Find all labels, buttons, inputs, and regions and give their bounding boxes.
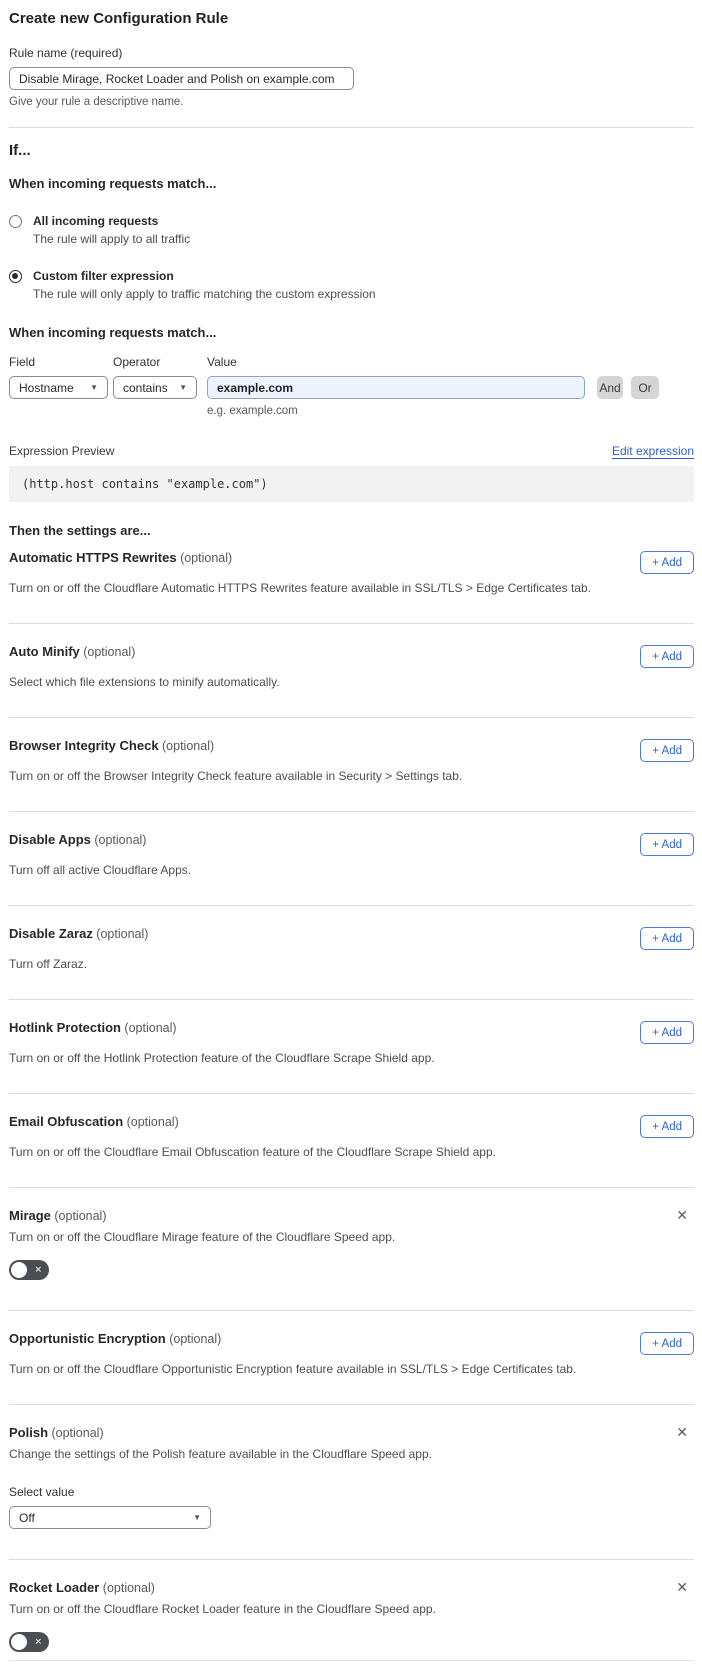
- setting-description-auto-minify: Select which file extensions to minify automatically.: [9, 675, 280, 689]
- polish-value-select[interactable]: [9, 1506, 211, 1529]
- operator-label: Operator: [113, 355, 161, 369]
- setting-title-email-obfuscation: Email Obfuscation (optional): [9, 1114, 179, 1129]
- radio-label: Custom filter expression: [33, 269, 174, 283]
- expression-builder: [9, 325, 694, 502]
- optional-suffix: (optional): [99, 1581, 155, 1595]
- rocket-loader-close-icon[interactable]: ✕: [676, 1579, 688, 1595]
- setting-section-email-obfuscation: [9, 1094, 694, 1188]
- setting-section-mirage: [9, 1188, 694, 1311]
- rule-name-label: Rule name (required): [9, 46, 123, 60]
- optional-suffix: (optional): [165, 1332, 222, 1346]
- setting-section-opportunistic-encryption: [9, 1311, 694, 1405]
- mirage-toggle[interactable]: [9, 1260, 49, 1280]
- setting-title-browser-integrity-check: Browser Integrity Check (optional): [9, 738, 215, 753]
- setting-description-browser-integrity-check: Turn on or off the Browser Integrity Check feature available in Security > Settings tab.: [9, 769, 463, 783]
- setting-description-opportunistic-encryption: Turn on or off the Cloudflare Opportunistic Encryption feature available in SSL/TLS > Edge Certificates tab.: [9, 1362, 577, 1376]
- expression-preview-code: (http.host contains "example.com"): [9, 466, 694, 502]
- radio-button-icon[interactable]: [9, 270, 22, 283]
- and-button[interactable]: And: [597, 376, 623, 399]
- setting-section-disable-apps: [9, 812, 694, 906]
- chevron-down-icon: ▼: [193, 1513, 201, 1522]
- setting-section-automatic-https-rewrites: [9, 538, 694, 624]
- setting-title-disable-apps: Disable Apps (optional): [9, 832, 147, 847]
- disable-apps-add-button[interactable]: + Add: [640, 833, 694, 856]
- setting-section-polish: [9, 1405, 694, 1560]
- optional-suffix: (optional): [158, 739, 215, 753]
- radio-description: The rule will apply to all traffic: [33, 232, 191, 246]
- polish-select-label: Select value: [9, 1485, 75, 1499]
- optional-suffix: (optional): [48, 1426, 104, 1440]
- setting-description-disable-apps: Turn off all active Cloudflare Apps.: [9, 863, 192, 877]
- radio-description: The rule will only apply to traffic matching the custom expression: [33, 287, 376, 301]
- toggle-knob: [11, 1634, 27, 1650]
- auto-minify-add-button[interactable]: + Add: [640, 645, 694, 668]
- setting-description-mirage: Turn on or off the Cloudflare Mirage feature of the Cloudflare Speed app.: [9, 1230, 396, 1244]
- disable-zaraz-add-button[interactable]: + Add: [640, 927, 694, 950]
- operator-select-value: contains: [123, 380, 168, 395]
- value-label: Value: [207, 355, 237, 369]
- hotlink-protection-add-button[interactable]: + Add: [640, 1021, 694, 1044]
- toggle-off-icon: ✕: [34, 1636, 42, 1647]
- setting-description-automatic-https-rewrites: Turn on or off the Cloudflare Automatic HTTPS Rewrites feature available in SSL/TLS > Edge Certificates tab.: [9, 581, 591, 595]
- setting-title-auto-minify: Auto Minify (optional): [9, 644, 136, 659]
- setting-section-browser-integrity-check: [9, 718, 694, 812]
- if-heading: If...: [9, 142, 31, 159]
- setting-description-email-obfuscation: Turn on or off the Cloudflare Email Obfuscation feature of the Cloudflare Scrape Shield app.: [9, 1145, 496, 1159]
- setting-title-opportunistic-encryption: Opportunistic Encryption (optional): [9, 1331, 222, 1346]
- chevron-down-icon: ▼: [179, 383, 187, 392]
- setting-description-rocket-loader: Turn on or off the Cloudflare Rocket Loader feature in the Cloudflare Speed app.: [9, 1602, 436, 1616]
- rocket-loader-toggle[interactable]: [9, 1632, 49, 1652]
- rule-name-group: [9, 46, 694, 108]
- optional-suffix: (optional): [176, 551, 233, 565]
- chevron-down-icon: ▼: [90, 383, 98, 392]
- email-obfuscation-add-button[interactable]: + Add: [640, 1115, 694, 1138]
- optional-suffix: (optional): [123, 1115, 179, 1129]
- setting-description-disable-zaraz: Turn off Zaraz.: [9, 957, 88, 971]
- optional-suffix: (optional): [120, 1021, 177, 1035]
- rule-name-input[interactable]: [9, 67, 354, 90]
- setting-title-rocket-loader: Rocket Loader (optional): [9, 1580, 155, 1595]
- setting-title-automatic-https-rewrites: Automatic HTTPS Rewrites (optional): [9, 550, 233, 565]
- mirage-close-icon[interactable]: ✕: [676, 1207, 688, 1223]
- page-title: Create new Configuration Rule: [9, 10, 229, 27]
- match-heading: When incoming requests match...: [9, 176, 217, 191]
- automatic-https-rewrites-add-button[interactable]: + Add: [640, 551, 694, 574]
- setting-title-disable-zaraz: Disable Zaraz (optional): [9, 926, 149, 941]
- opportunistic-encryption-add-button[interactable]: + Add: [640, 1332, 694, 1355]
- setting-title-polish: Polish (optional): [9, 1425, 104, 1440]
- optional-suffix: (optional): [90, 833, 147, 847]
- edit-expression-link[interactable]: Edit expression: [611, 444, 694, 458]
- setting-section-disable-zaraz: [9, 906, 694, 1000]
- setting-section-hotlink-protection: [9, 1000, 694, 1094]
- toggle-knob: [11, 1262, 27, 1278]
- setting-section-rocket-loader: [9, 1560, 694, 1652]
- radio-label: All incoming requests: [33, 214, 159, 228]
- browser-integrity-check-add-button[interactable]: + Add: [640, 739, 694, 762]
- divider: [9, 1660, 694, 1661]
- setting-description-hotlink-protection: Turn on or off the Hotlink Protection feature of the Cloudflare Scrape Shield app.: [9, 1051, 435, 1065]
- settings-sections: [9, 538, 694, 1652]
- operator-select[interactable]: [113, 376, 197, 399]
- builder-heading: When incoming requests match...: [9, 325, 217, 340]
- field-select[interactable]: [9, 376, 108, 399]
- setting-title-mirage: Mirage (optional): [9, 1208, 107, 1223]
- value-hint: e.g. example.com: [207, 405, 298, 417]
- field-label: Field: [9, 355, 36, 369]
- optional-suffix: (optional): [50, 1209, 107, 1223]
- radio-custom-filter-expression[interactable]: [9, 269, 694, 301]
- radio-button-icon[interactable]: [9, 215, 22, 228]
- expression-preview-label: Expression Preview: [9, 444, 115, 458]
- divider: [9, 127, 694, 128]
- then-heading: Then the settings are...: [9, 523, 151, 538]
- polish-close-icon[interactable]: ✕: [676, 1424, 688, 1440]
- polish-select-value: Off: [19, 1510, 35, 1525]
- optional-suffix: (optional): [92, 927, 149, 941]
- value-input[interactable]: [207, 376, 585, 399]
- rule-name-help: Give your rule a descriptive name.: [9, 96, 184, 108]
- toggle-off-icon: ✕: [34, 1264, 42, 1275]
- or-button[interactable]: Or: [631, 376, 659, 399]
- setting-title-hotlink-protection: Hotlink Protection (optional): [9, 1020, 177, 1035]
- optional-suffix: (optional): [79, 645, 136, 659]
- radio-all-incoming-requests[interactable]: [9, 214, 694, 246]
- field-select-value: Hostname: [19, 380, 74, 395]
- setting-section-auto-minify: [9, 624, 694, 718]
- setting-description-polish: Change the settings of the Polish feature available in the Cloudflare Speed app.: [9, 1447, 432, 1461]
